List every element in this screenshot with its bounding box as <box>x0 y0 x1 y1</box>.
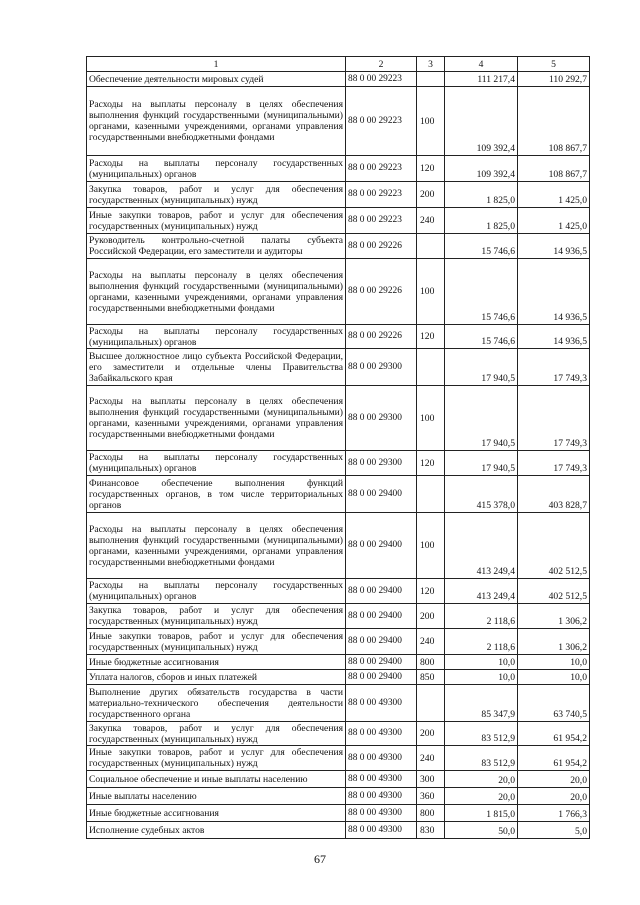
row-description: Иные закупки товаров, работ и услуг для обеспечения государственных (муниципальных) нужд <box>87 208 346 234</box>
row-expense-type: 120 <box>417 451 445 476</box>
row-target-code: 88 0 00 49300 <box>346 788 417 805</box>
row-amount-col4: 10,0 <box>445 670 518 685</box>
row-target-code: 88 0 00 49300 <box>346 685 417 722</box>
row-amount-col5: 1 306,2 <box>518 604 590 629</box>
row-target-code: 88 0 00 29226 <box>346 234 417 259</box>
table-row <box>87 451 590 476</box>
row-amount-col5: 1 425,0 <box>518 182 590 208</box>
row-amount-col4: 2 118,6 <box>445 629 518 655</box>
row-amount-col4: 17 940,5 <box>445 349 518 386</box>
row-amount-col5: 110 292,7 <box>518 72 590 87</box>
row-description: Иные закупки товаров, работ и услуг для обеспечения государственных (муниципальных) нужд <box>87 629 346 655</box>
row-amount-col5: 63 740,5 <box>518 685 590 722</box>
row-expense-type: 800 <box>417 805 445 822</box>
table-row <box>87 805 590 822</box>
row-amount-col5: 61 954,2 <box>518 746 590 771</box>
row-description: Иные закупки товаров, работ и услуг для обеспечения государственных (муниципальных) нужд <box>87 746 346 771</box>
row-amount-col5: 5,0 <box>518 822 590 839</box>
row-expense-type: 200 <box>417 722 445 746</box>
row-description: Расходы на выплаты персоналу государственных (муниципальных) органов <box>87 156 346 182</box>
table-row <box>87 670 590 685</box>
row-amount-col4: 109 392,4 <box>445 87 518 156</box>
row-amount-col4: 15 746,6 <box>445 325 518 349</box>
row-amount-col4: 50,0 <box>445 822 518 839</box>
row-description: Уплата налогов, сборов и иных платежей <box>87 670 346 685</box>
table-row <box>87 208 590 234</box>
row-target-code: 88 0 00 49300 <box>346 805 417 822</box>
row-target-code: 88 0 00 29226 <box>346 325 417 349</box>
row-amount-col4: 83 512,9 <box>445 746 518 771</box>
row-amount-col5: 402 512,5 <box>518 513 590 579</box>
page-number: 67 <box>314 852 326 866</box>
row-description: Расходы на выплаты персоналу в целях обеспечения выполнения функций государственными (муниципальными) органами, казенными учреждениями, органами управления государственными внебюджетными фондами <box>87 513 346 579</box>
table-row <box>87 87 590 156</box>
row-description: Выполнение других обязательств государства в части материально-технического обеспечения деятельности государственного органа <box>87 685 346 722</box>
table-row <box>87 604 590 629</box>
row-target-code: 88 0 00 29400 <box>346 655 417 670</box>
row-amount-col4: 20,0 <box>445 788 518 805</box>
table-row <box>87 156 590 182</box>
row-amount-col4: 1 825,0 <box>445 182 518 208</box>
row-target-code: 88 0 00 29223 <box>346 182 417 208</box>
row-amount-col5: 1 425,0 <box>518 208 590 234</box>
row-expense-type: 240 <box>417 746 445 771</box>
row-amount-col5: 61 954,2 <box>518 722 590 746</box>
budget-table <box>86 56 590 839</box>
row-amount-col4: 413 249,4 <box>445 513 518 579</box>
table-row <box>87 476 590 513</box>
table-row <box>87 72 590 87</box>
row-expense-type: 830 <box>417 822 445 839</box>
row-expense-type: 800 <box>417 655 445 670</box>
row-amount-col4: 15 746,6 <box>445 234 518 259</box>
row-description: Иные бюджетные ассигнования <box>87 655 346 670</box>
table-header-row <box>87 57 590 72</box>
header-col-1: 1 <box>87 57 346 72</box>
row-amount-col5: 20,0 <box>518 771 590 788</box>
row-target-code: 88 0 00 49300 <box>346 746 417 771</box>
header-col-4: 4 <box>445 57 518 72</box>
row-expense-type <box>417 349 445 386</box>
table-row <box>87 685 590 722</box>
row-amount-col5: 1 306,2 <box>518 629 590 655</box>
row-amount-col4: 15 746,6 <box>445 259 518 325</box>
row-amount-col5: 403 828,7 <box>518 476 590 513</box>
row-expense-type: 300 <box>417 771 445 788</box>
row-target-code: 88 0 00 29223 <box>346 208 417 234</box>
row-amount-col5: 17 749,3 <box>518 386 590 451</box>
table-row <box>87 722 590 746</box>
row-expense-type: 360 <box>417 788 445 805</box>
row-amount-col5: 20,0 <box>518 788 590 805</box>
row-expense-type: 240 <box>417 629 445 655</box>
table-row <box>87 386 590 451</box>
row-amount-col4: 1 815,0 <box>445 805 518 822</box>
row-target-code: 88 0 00 29400 <box>346 513 417 579</box>
row-amount-col4: 111 217,4 <box>445 72 518 87</box>
table-row <box>87 822 590 839</box>
row-amount-col5: 10,0 <box>518 670 590 685</box>
table-row <box>87 746 590 771</box>
row-description: Исполнение судебных актов <box>87 822 346 839</box>
row-description: Иные выплаты населению <box>87 788 346 805</box>
row-amount-col4: 109 392,4 <box>445 156 518 182</box>
row-target-code: 88 0 00 29400 <box>346 629 417 655</box>
row-expense-type: 100 <box>417 259 445 325</box>
row-expense-type <box>417 685 445 722</box>
row-expense-type: 120 <box>417 325 445 349</box>
row-amount-col4: 1 825,0 <box>445 208 518 234</box>
table-row <box>87 349 590 386</box>
row-amount-col5: 17 749,3 <box>518 349 590 386</box>
row-target-code: 88 0 00 29400 <box>346 476 417 513</box>
row-description: Закупка товаров, работ и услуг для обеспечения государственных (муниципальных) нужд <box>87 722 346 746</box>
row-description: Расходы на выплаты персоналу в целях обеспечения выполнения функций государственными (муниципальными) органами, казенными учреждениями, органами управления государственными внебюджетными фондами <box>87 386 346 451</box>
row-description: Руководитель контрольно-счетной палаты субъекта Российской Федерации, его заместители и аудиторы <box>87 234 346 259</box>
row-target-code: 88 0 00 49300 <box>346 771 417 788</box>
row-target-code: 88 0 00 29400 <box>346 670 417 685</box>
row-expense-type: 200 <box>417 604 445 629</box>
row-description: Иные бюджетные ассигнования <box>87 805 346 822</box>
row-description: Социальное обеспечение и иные выплаты населению <box>87 771 346 788</box>
row-amount-col5: 402 512,5 <box>518 579 590 604</box>
row-target-code: 88 0 00 29223 <box>346 156 417 182</box>
header-col-5: 5 <box>518 57 590 72</box>
row-amount-col4: 2 118,6 <box>445 604 518 629</box>
document-page <box>86 56 589 839</box>
row-amount-col4: 413 249,4 <box>445 579 518 604</box>
row-amount-col4: 17 940,5 <box>445 386 518 451</box>
table-row <box>87 788 590 805</box>
row-amount-col4: 83 512,9 <box>445 722 518 746</box>
row-amount-col5: 1 766,3 <box>518 805 590 822</box>
row-amount-col5: 14 936,5 <box>518 259 590 325</box>
row-expense-type: 120 <box>417 156 445 182</box>
row-expense-type <box>417 234 445 259</box>
row-target-code: 88 0 00 49300 <box>346 822 417 839</box>
row-expense-type: 240 <box>417 208 445 234</box>
row-description: Закупка товаров, работ и услуг для обеспечения государственных (муниципальных) нужд <box>87 604 346 629</box>
row-description: Расходы на выплаты персоналу государственных (муниципальных) органов <box>87 325 346 349</box>
row-amount-col5: 14 936,5 <box>518 234 590 259</box>
row-amount-col5: 108 867,7 <box>518 156 590 182</box>
row-amount-col5: 17 749,3 <box>518 451 590 476</box>
row-expense-type <box>417 476 445 513</box>
row-target-code: 88 0 00 29300 <box>346 451 417 476</box>
row-target-code: 88 0 00 29226 <box>346 259 417 325</box>
table-row <box>87 579 590 604</box>
row-target-code: 88 0 00 29300 <box>346 386 417 451</box>
row-expense-type: 850 <box>417 670 445 685</box>
row-description: Расходы на выплаты персоналу в целях обеспечения выполнения функций государственными (муниципальными) органами, казенными учреждениями, органами управления государственными внебюджетными фондами <box>87 87 346 156</box>
table-row <box>87 182 590 208</box>
table-row <box>87 771 590 788</box>
row-amount-col5: 10,0 <box>518 655 590 670</box>
row-amount-col4: 85 347,9 <box>445 685 518 722</box>
row-target-code: 88 0 00 29300 <box>346 349 417 386</box>
table-row <box>87 234 590 259</box>
header-col-2: 2 <box>346 57 417 72</box>
row-description: Расходы на выплаты персоналу в целях обеспечения выполнения функций государственными (муниципальными) органами, казенными учреждениями, органами управления государственными внебюджетными фондами <box>87 259 346 325</box>
row-target-code: 88 0 00 29223 <box>346 72 417 87</box>
row-description: Высшее должностное лицо субъекта Российской Федерации, его заместители и отдельные члены Правительства Забайкальского края <box>87 349 346 386</box>
row-target-code: 88 0 00 29400 <box>346 604 417 629</box>
row-expense-type: 100 <box>417 87 445 156</box>
row-amount-col5: 108 867,7 <box>518 87 590 156</box>
row-expense-type: 100 <box>417 513 445 579</box>
row-description: Расходы на выплаты персоналу государственных (муниципальных) органов <box>87 451 346 476</box>
header-col-3: 3 <box>417 57 445 72</box>
row-amount-col4: 20,0 <box>445 771 518 788</box>
row-description: Обеспечение деятельности мировых судей <box>87 72 346 87</box>
row-expense-type: 120 <box>417 579 445 604</box>
row-expense-type: 100 <box>417 386 445 451</box>
table-row <box>87 325 590 349</box>
row-description: Финансовое обеспечение выполнения функций государственных органов, в том числе территориальных органов <box>87 476 346 513</box>
row-expense-type <box>417 72 445 87</box>
row-description: Закупка товаров, работ и услуг для обеспечения государственных (муниципальных) нужд <box>87 182 346 208</box>
table-row <box>87 259 590 325</box>
row-description: Расходы на выплаты персоналу государственных (муниципальных) органов <box>87 579 346 604</box>
row-amount-col4: 17 940,5 <box>445 451 518 476</box>
row-amount-col4: 415 378,0 <box>445 476 518 513</box>
table-row <box>87 655 590 670</box>
row-amount-col4: 10,0 <box>445 655 518 670</box>
row-target-code: 88 0 00 29400 <box>346 579 417 604</box>
table-row <box>87 513 590 579</box>
row-expense-type: 200 <box>417 182 445 208</box>
table-row <box>87 629 590 655</box>
row-target-code: 88 0 00 29223 <box>346 87 417 156</box>
row-amount-col5: 14 936,5 <box>518 325 590 349</box>
row-target-code: 88 0 00 49300 <box>346 722 417 746</box>
